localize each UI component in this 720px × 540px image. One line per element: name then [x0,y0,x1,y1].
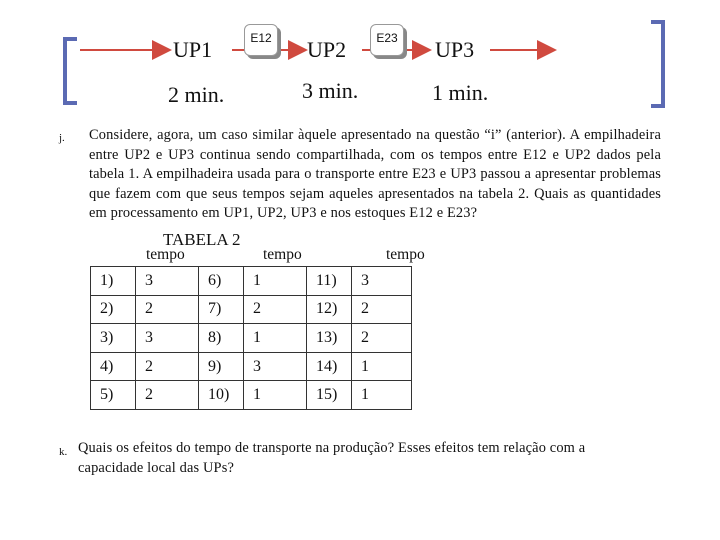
table-cell: 1 [244,324,307,353]
table-cell: 3) [91,324,136,353]
table-cell: 11) [307,267,352,296]
table-title: TABELA 2 [163,230,241,249]
table-column-header-1: tempo [146,246,185,263]
table-cell: 5) [91,381,136,410]
table-column-header-3: tempo [386,246,425,263]
table-cell: 2) [91,295,136,324]
table-cell: 4) [91,352,136,381]
table-cell: 2 [352,324,412,353]
table-cell: 1) [91,267,136,296]
table-cell: 3 [244,352,307,381]
table-cell: 1 [244,267,307,296]
table-cell: 9) [199,352,244,381]
table-row [91,381,412,410]
buffer-e23-label: E23 [376,31,398,45]
up1-time: 2 min. [168,82,225,107]
up2-label: UP2 [307,37,347,62]
table-cell: 3 [136,267,199,296]
item-j-marker: j. [59,132,65,144]
table-cell: 6) [199,267,244,296]
times-table [90,266,412,410]
table-cell: 3 [352,267,412,296]
up1-label: UP1 [173,37,213,62]
table-cell: 2 [136,381,199,410]
buffer-e12 [244,24,278,56]
item-j-text: Considere, agora, um caso similar àquele apresentado na questão “i” (anterior). A empilhadeira entre UP2 e UP3 continua sendo compartilhada, com os tempos entre E12 e UP2 dados pela tabela 1. A empilhadeira usada para o transporte entre E23 e UP3 passou a apresentar problemas que fazem com que seus tempos sejam aqueles apresentados na tabela 2. Quais as quantidades em processamento em UP1, UP2, UP3 e nos estoques E12 e E23? [89,127,661,221]
up3-time: 1 min. [432,80,489,105]
table-cell: 15) [307,381,352,410]
table-cell: 1 [352,352,412,381]
item-k-text: Quais os efeitos do tempo de transporte na produção? Esses efeitos tem relação com a capacidade local das UPs? [78,440,586,476]
buffer-e12-label: E12 [250,31,272,45]
table-cell: 7) [199,295,244,324]
table-row [91,352,412,381]
table-row [91,295,412,324]
up3-label: UP3 [435,37,475,62]
table-cell: 2 [136,295,199,324]
buffer-e23 [370,24,404,56]
table-cell: 12) [307,295,352,324]
up2-time: 3 min. [302,78,359,103]
table-row [91,324,412,353]
table-cell: 8) [199,324,244,353]
table-cell: 10) [199,381,244,410]
table-cell: 2 [352,295,412,324]
table-cell: 2 [244,295,307,324]
table-column-header-2: tempo [263,246,302,263]
table-cell: 13) [307,324,352,353]
table-cell: 2 [136,352,199,381]
table-cell: 1 [352,381,412,410]
table-cell: 3 [136,324,199,353]
table-cell: 14) [307,352,352,381]
flow-diagram-arrows [0,0,720,120]
item-k-marker: k. [59,446,68,458]
table-cell: 1 [244,381,307,410]
table-row [91,267,412,296]
